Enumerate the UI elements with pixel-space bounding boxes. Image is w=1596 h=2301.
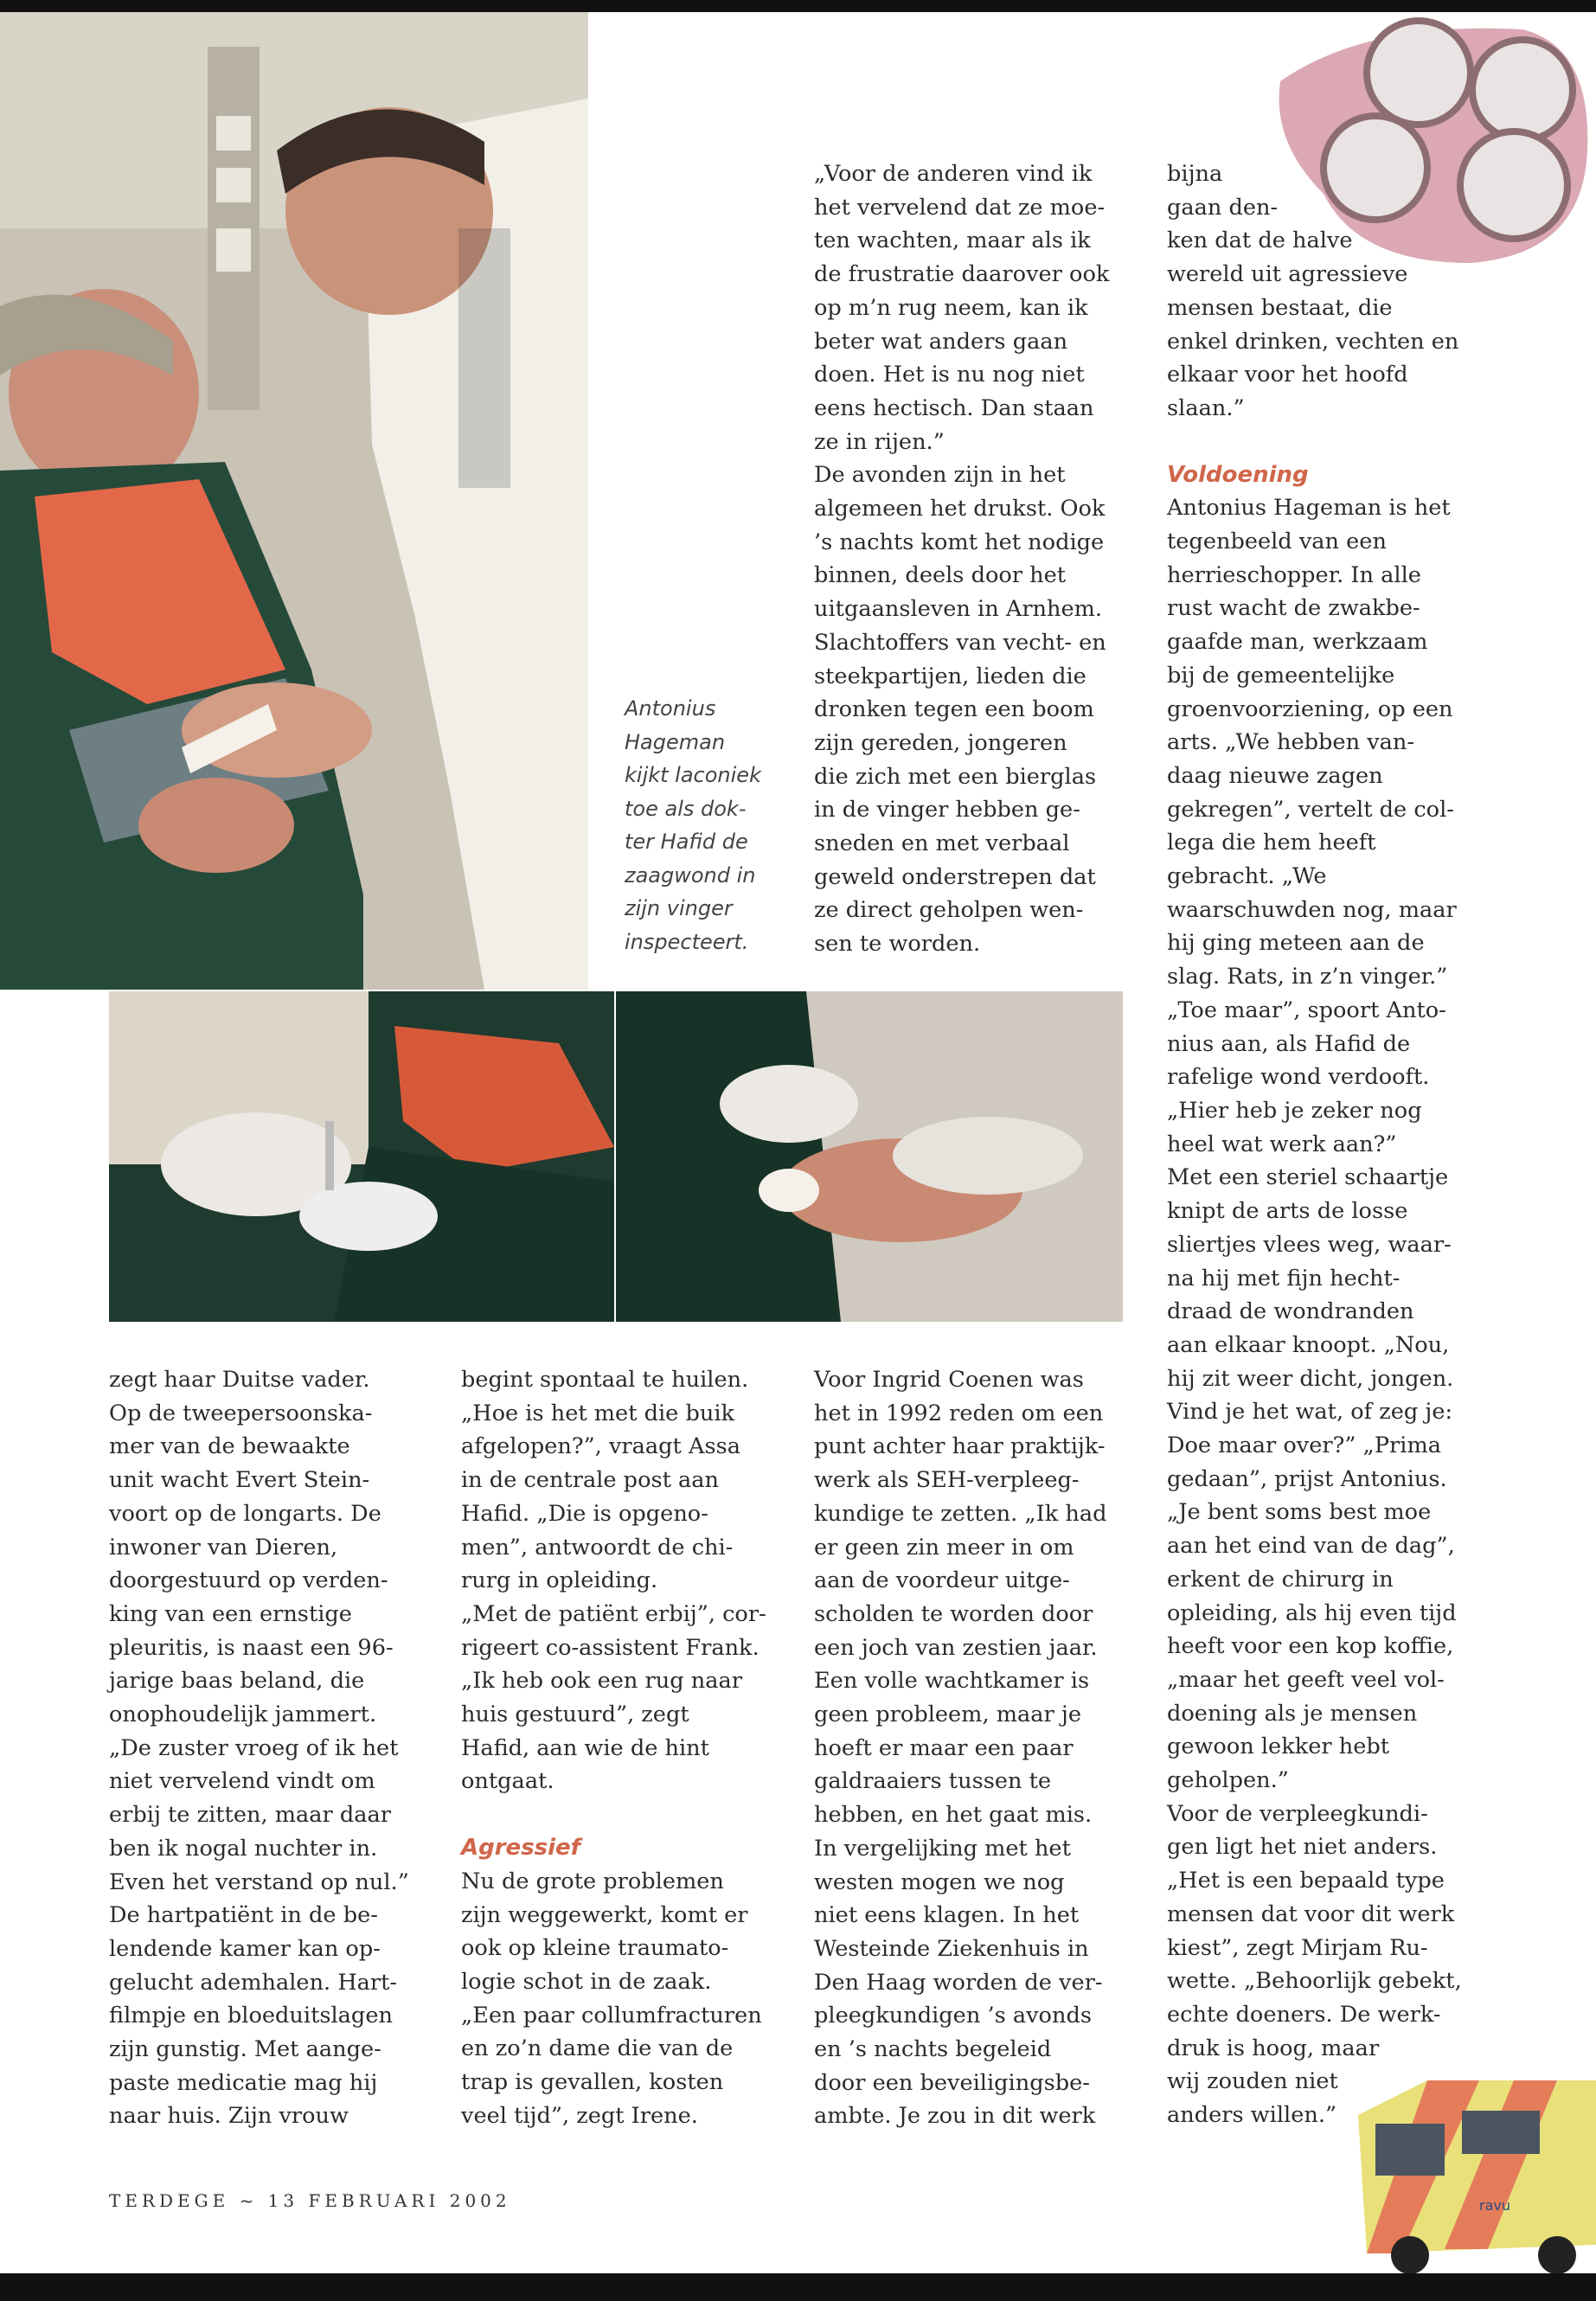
text-line: groenvoorziening, op een [1167,695,1453,722]
text-line: „Toe maar”, spoort Anto- [1167,997,1446,1023]
text-line: kundige te zetten. „Ik had [814,1500,1107,1527]
text-line: het in 1992 reden om een [814,1400,1104,1426]
text-line: „Hier heb je zeker nog [1167,1097,1422,1124]
text-line: sliertjes vlees weg, waar- [1167,1231,1452,1258]
text-line: gebracht. „We [1167,863,1327,890]
text-line: aan de voordeur uitge- [814,1567,1070,1594]
text-line: ontgaat. [461,1768,554,1795]
text-line: Nu de grote problemen [461,1868,724,1894]
text-line: heeft voor een kop koffie, [1167,1633,1454,1660]
text-line: Even het verstand op nul.” [109,1868,409,1895]
text-line: daag nieuwe zagen [1167,762,1383,789]
text-line: het vervelend dat ze moe- [814,194,1106,221]
caption-line: Antonius [625,696,716,721]
section-heading-voldoening: Voldoening [1167,461,1309,488]
text-line: punt achter haar praktijk- [814,1433,1106,1460]
text-column-upper-middle [814,157,1143,961]
text-line: opleiding, als hij even tijd [1167,1599,1457,1626]
text-line: wette. „Behoorlijk gebekt, [1167,1968,1462,1995]
main-photo-doctor-patient [0,12,588,990]
text-line: lendende kamer kan op- [109,1935,381,1962]
text-line: wereld uit agressieve [1167,261,1408,288]
text-line: mensen bestaat, die [1167,294,1393,321]
text-line: „Hoe is het met die buik [461,1400,735,1426]
text-line: elkaar voor het hoofd [1167,362,1408,388]
text-line: afgelopen?”, vraagt Assa [461,1433,740,1460]
text-line: geweld onderstrepen dat [814,863,1096,890]
text-line: en zo’n dame die van de [461,2035,734,2062]
text-line: na hij met fijn hecht- [1167,1265,1401,1292]
text-line: erbij te zitten, maar daar [109,1802,392,1829]
text-line: binnen, deels door het [814,562,1067,589]
text-line: gaan den- [1167,194,1279,221]
text-line: trap is gevallen, kosten [461,2069,724,2096]
text-line: druk is hoog, maar [1167,2035,1380,2061]
text-line: aan het eind van de dag”, [1167,1533,1455,1560]
text-line: In vergelijking met het [814,1835,1071,1862]
text-line: paste medicatie mag hij [109,2069,378,2096]
text-line: gewoon lekker hebt [1167,1734,1390,1760]
text-line: doening als je mensen [1167,1700,1418,1727]
text-line: anders willen.” [1167,2102,1337,2129]
text-line: veel tijd”, zegt Irene. [461,2102,698,2129]
text-line: Den Haag worden de ver- [814,1969,1103,1996]
text-line: sneden en met verbaal [814,830,1070,857]
text-line: zegt haar Duitse vader. [109,1367,370,1393]
text-line: men”, antwoordt de chi- [461,1534,734,1561]
text-line: waarschuwden nog, maar [1167,896,1457,923]
text-line: pleegkundigen ’s avonds [814,2003,1092,2029]
text-line: lega die hem heeft [1167,830,1376,856]
text-line: niet eens klagen. In het [814,1902,1080,1929]
text-line: mensen dat voor dit werk [1167,1900,1455,1927]
text-line: ze in rijen.” [814,428,945,455]
text-line: slag. Rats, in z’n vinger.” [1167,964,1448,990]
text-line: De avonden zijn in het [814,462,1066,489]
text-line: erkent de chirurg in [1167,1566,1394,1593]
text-line: zijn gunstig. Met aange- [109,2036,381,2063]
text-line: galdraaiers tussen te [814,1768,1052,1795]
text-column-right [1167,157,1496,2132]
text-line: „De zuster vroeg of ik het [109,1734,399,1761]
text-line: gedaan”, prijst Antonius. [1167,1465,1447,1492]
text-line: king van een ernstige [109,1600,352,1627]
text-line: herrieschopper. In alle [1167,561,1421,588]
text-line: ben ik nogal nuchter in. [109,1835,378,1862]
text-line: dronken tegen een boom [814,696,1094,723]
photo-caption [625,692,776,958]
text-line: sen te worden. [814,931,981,958]
text-line: en ’s nachts begeleid [814,2036,1052,2063]
text-line: begint spontaal te huilen. [461,1367,749,1393]
text-line: uitgaansleven in Arnhem. [814,596,1103,623]
text-line: bijna [1167,161,1223,187]
text-line: gen ligt het niet anders. [1167,1834,1438,1861]
text-line: Antonius Hageman is het [1167,495,1451,522]
text-line: „Met de patiënt erbij”, cor- [461,1600,766,1627]
text-line: de frustratie daarover ook [814,261,1110,288]
text-line: door een beveiligingsbe- [814,2069,1090,2096]
text-line: hij zit weer dicht, jongen. [1167,1365,1454,1392]
text-line: ken dat de halve [1167,228,1353,254]
text-line: wij zouden niet [1167,2068,1338,2095]
text-line: filmpje en bloeduitslagen [109,2003,393,2029]
text-line: westen mogen we nog [814,1868,1065,1895]
caption-line: toe als dok- [625,796,747,821]
text-column-lower-3 [814,1363,1143,2133]
text-line: ze direct geholpen wen- [814,897,1084,924]
text-line: hebben, en het gaat mis. [814,1802,1093,1829]
caption-line: ter Hafid de [625,830,748,854]
text-line: unit wacht Evert Stein- [109,1467,370,1494]
text-line: werk als SEH-verpleeg- [814,1467,1080,1494]
text-line: jarige baas beland, die [109,1668,365,1695]
text-line: „Voor de anderen vind ik [814,161,1093,187]
text-line: steekpartijen, lieden die [814,663,1086,689]
photo-anesthetic-injection [109,991,614,1322]
text-line: op m’n rug neem, kan ik [814,294,1088,321]
text-line: inwoner van Dieren, [109,1534,338,1561]
text-line: nius aan, als Hafid de [1167,1030,1411,1057]
text-line: gekregen”, vertelt de col- [1167,796,1454,823]
text-line: kiest”, zegt Mirjam Ru- [1167,1934,1428,1961]
text-line: doorgestuurd op verden- [109,1567,388,1594]
text-line: er geen zin meer in om [814,1534,1074,1561]
text-line: een joch van zestien jaar. [814,1634,1098,1661]
ambulance-label: ravu [1479,2197,1510,2214]
text-line: rurg in opleiding. [461,1567,658,1594]
text-line: enkel drinken, vechten en [1167,328,1459,355]
text-line: eens hectisch. Dan staan [814,394,1094,421]
section-heading-agressief: Agressief [461,1835,580,1862]
text-line: Met een steriel schaartje [1167,1164,1449,1191]
text-line: echte doeners. De werk- [1167,2001,1441,2028]
text-line: ’s nachts komt het nodige [814,529,1105,555]
text-line: rafelige wond verdooft. [1167,1064,1430,1091]
text-line: „maar het geeft veel vol- [1167,1666,1445,1693]
top-border [0,0,1596,12]
text-line: doen. Het is nu nog niet [814,362,1085,388]
text-column-lower-2 [461,1363,790,2132]
text-line: scholden te worden door [814,1600,1093,1627]
text-line: draad de wondranden [1167,1298,1414,1325]
text-line: geholpen.” [1167,1767,1289,1794]
text-line: zijn weggewerkt, komt er [461,1901,748,1928]
text-line: pleuritis, is naast een 96- [109,1634,394,1661]
caption-line: inspecteert. [625,929,749,954]
text-line: naar huis. Zijn vrouw [109,2103,349,2130]
text-line: huis gestuurd”, zegt [461,1702,689,1728]
text-line: arts. „We hebben van- [1167,729,1415,756]
text-line: gaafde man, werkzaam [1167,629,1428,656]
text-line: Hafid. „Die is opgeno- [461,1500,708,1527]
text-line: Voor Ingrid Coenen was [814,1367,1084,1393]
caption-line: kijkt laconiek [625,763,761,787]
text-line: Doe maar over?” „Prima [1167,1433,1441,1459]
text-line: algemeen het drukst. Ook [814,496,1106,522]
text-line: bij de gemeentelijke [1167,662,1395,689]
text-line: aan elkaar knoopt. „Nou, [1167,1331,1450,1358]
text-line: Westeinde Ziekenhuis in [814,1935,1089,1962]
text-line: onophoudelijk jammert. [109,1702,377,1728]
photo-cleaning-wound [616,991,1123,1322]
text-line: beter wat anders gaan [814,328,1068,355]
text-line: slaan.” [1167,394,1245,421]
text-line: niet vervelend vindt om [109,1768,375,1795]
text-line: De hartpatiënt in de be- [109,1902,378,1929]
text-line: in de centrale post aan [461,1467,720,1494]
caption-line: zaagwond in [625,862,756,888]
text-line: mer van de bewaakte [109,1433,350,1460]
text-line: „Een paar collumfracturen [461,2002,762,2029]
text-line: zijn gereden, jongeren [814,729,1067,756]
text-line: knipt de arts de losse [1167,1198,1408,1225]
text-line: „Ik heb ook een rug naar [461,1668,743,1695]
text-line: geen probleem, maar je [814,1702,1081,1728]
bottom-border [0,2273,1596,2301]
text-line: logie schot in de zaak. [461,1968,712,1995]
text-line: in de vinger hebben ge- [814,797,1080,824]
caption-line: zijn vinger [625,896,733,920]
text-line: voort op de longarts. De [109,1500,381,1527]
text-line: „Het is een bepaald type [1167,1868,1445,1894]
text-line: heel wat werk aan?” [1167,1131,1397,1157]
text-line: Vind je het wat, of zeg je: [1167,1399,1453,1426]
text-line: Slachtoffers van vecht- en [814,629,1106,656]
text-line: Voor de verpleegkundi- [1167,1800,1428,1827]
text-line: Een volle wachtkamer is [814,1668,1090,1695]
text-line: „Je bent soms best moe [1167,1499,1432,1526]
text-line: hij ging meteen aan de [1167,930,1425,957]
text-line: ambte. Je zou in dit werk [814,2103,1096,2130]
text-column-lower-1 [109,1363,438,2133]
text-line: gelucht ademhalen. Hart- [109,1969,398,1996]
text-line: hoeft er maar een paar [814,1734,1074,1761]
text-line: ook op kleine traumato- [461,1935,729,1962]
text-line: tegenbeeld van een [1167,529,1387,555]
caption-line: Hageman [625,729,726,754]
text-line: Hafid, aan wie de hint [461,1734,709,1761]
text-line: Op de tweepersoonska- [109,1400,373,1426]
page-footer: TERDEGE ~ 13 FEBRUARI 2002 [109,2190,511,2211]
text-line: rigeert co-assistent Frank. [461,1634,760,1661]
text-line: die zich met een bierglas [814,763,1097,790]
text-line: rust wacht de zwakbe- [1167,595,1420,622]
text-line: ten wachten, maar als ik [814,228,1091,254]
